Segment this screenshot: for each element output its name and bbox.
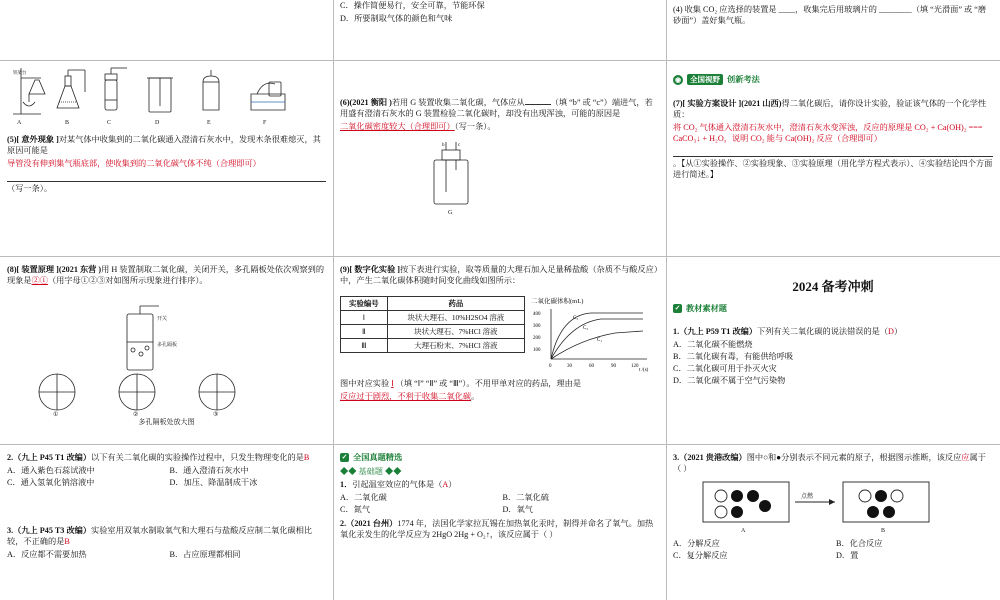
q7-answer: 将 CO₂ 气体通入澄清石灰水中，澄清石灰水变浑浊，反应的原理是 CO₂ + Ca(OH)₂ === CaCO₃↓ + H₂O，说明 CO₂ 能与 Ca(OH)₂ 反应（合理即可）: [673, 123, 983, 144]
svg-text:200: 200: [533, 336, 541, 341]
svg-text:C₃: C₃: [573, 316, 579, 321]
svg-text:C₁: C₁: [597, 338, 603, 343]
q2-text: 以下有关二氧化碳的实验操作过程中，只发生物理变化的是: [91, 453, 304, 462]
q9-after-2: （填 “Ⅰ” “Ⅱ” 或 “Ⅲ”）。不用甲单对应的药品，理由是: [395, 379, 582, 388]
q9-number: (9)[ 数字化实验 ]: [340, 265, 401, 274]
t1-option-d[interactable]: D．氧气: [502, 505, 533, 515]
svg-text:120: 120: [631, 364, 639, 369]
q9-after-tail: 。: [471, 392, 480, 402]
svg-text:90: 90: [611, 364, 616, 369]
svg-text:G: G: [448, 210, 453, 216]
svg-text:①: ①: [53, 412, 59, 418]
national-tag: 全国视野: [687, 74, 723, 85]
top-option-d[interactable]: D．所要制取气体的颜色和气味: [340, 14, 453, 24]
q3-text: 实验室用双氧水制取氧气和大理石与盐酸反应制二氧化碳相比较，不正确的是: [7, 526, 313, 547]
t2-number: 2.（2021 台州）: [340, 519, 398, 529]
question-8: [0, 264, 333, 288]
svg-text:A: A: [741, 528, 746, 535]
q5-number: (5)[ 意外现象 ]: [7, 135, 59, 144]
table-row: [341, 325, 525, 339]
q2-answer: B: [303, 453, 310, 462]
svg-text:多孔隔板: 多孔隔板: [157, 343, 178, 348]
question-6: [333, 96, 666, 134]
q7-tail: 。【从①实验操作、②实验现象、③实验原理（用化学方程式表示）、④实验结论四个方面进行简述。】: [673, 159, 993, 180]
svg-text:B: B: [881, 528, 886, 535]
m1-option-a[interactable]: A．二氧化碳不能燃烧: [673, 340, 753, 350]
section-title-true: 全国真题精选: [353, 453, 403, 462]
t2-text: 1774 年，法国化学家拉瓦锡在加热氧化汞时，制得并命名了氧气。加热氧化汞发生的化学反应为 2HgO 2Hg + O₂↑，该反应属于（ ）: [340, 519, 654, 540]
q9-answer-2: 反应过于剧烈，不利于收集二氧化碳: [340, 392, 472, 402]
national-true-questions: [333, 452, 666, 542]
prep-title-block: [666, 270, 1000, 317]
table-row: [341, 339, 525, 353]
q8-answer: ②①: [31, 276, 48, 286]
check-icon: ✓: [341, 453, 348, 461]
question-3-col1: [0, 525, 333, 561]
material-question-1: [666, 326, 1000, 387]
q5-tail: （写一条）。: [7, 184, 53, 194]
question-5: [0, 134, 333, 196]
svg-text:A: A: [17, 120, 22, 126]
question-4: [666, 4, 1000, 28]
q2-option-d[interactable]: D．加压、降温制成干冰: [169, 478, 258, 488]
q5-answer-line: [7, 171, 326, 182]
question-9-table-chart: [333, 296, 666, 373]
m1-text: 下列有关二氧化碳的说法错误的是（: [757, 327, 889, 336]
co2-volume-chart: [531, 296, 659, 373]
svg-text:c: c: [458, 143, 461, 148]
svg-text:C₂: C₂: [583, 326, 589, 331]
svg-text:②: ②: [133, 412, 139, 418]
svg-text:③: ③: [213, 412, 219, 418]
q3-option-b[interactable]: B．占应原理都相同: [169, 550, 241, 560]
q2-option-b[interactable]: B．通入澄清石灰水中: [169, 466, 249, 476]
q8-tail: （用字母①②③对如图所示现象进行排序）。: [47, 276, 208, 286]
m3-option-a[interactable]: A．分解反应: [673, 539, 720, 549]
q6-answer: 二氧化碳密度较大（合理即可）: [340, 122, 455, 132]
m1-option-b[interactable]: B．二氧化碳有毒，有能供给呼吸: [673, 352, 794, 362]
q6-tail: （写一条）。: [454, 122, 496, 132]
top-option-c[interactable]: C．操作简便易行，安全可靠，节能环保: [340, 1, 485, 10]
basic-tag: ◆◆ 基础题 ◆◆: [340, 467, 402, 476]
apparatus-figure-block: [0, 62, 333, 132]
cell-drug-3: 大理石粉末、7%HCl 溶液: [387, 339, 524, 353]
q8-figure-caption: 多孔隔板处放大图: [138, 418, 195, 426]
t1-option-c[interactable]: C．氮气: [340, 505, 371, 515]
q6-text: 若用 G 装置收集二氧化碳，气体应从: [391, 98, 525, 107]
m1-tail: ）: [893, 327, 903, 336]
experiment-table: [340, 296, 525, 353]
table-row: [341, 311, 525, 325]
eye-icon: ◉: [674, 75, 682, 84]
q2-number: 2.（九上 P45 T1 改编）: [7, 453, 92, 462]
t1-tail: ）: [448, 480, 457, 490]
cell-id-3: Ⅲ: [341, 339, 388, 353]
svg-text:400: 400: [533, 312, 541, 317]
q7-number: (7)[ 实验方案设计 ](2021 山西): [673, 99, 782, 108]
svg-text:C: C: [107, 120, 112, 126]
question-8-figure: [0, 300, 333, 429]
svg-text:0: 0: [549, 364, 552, 369]
q2-option-a[interactable]: A．通入紫色石蕊试液中: [7, 466, 95, 476]
m1-option-d[interactable]: D．二氧化碳不属于空气污染物: [673, 376, 786, 386]
q9-text: 按下表进行实验，取等质量的大理石加入足量稀盐酸（杂质不与酸反应）中，产生二氧化碳体积随时间变化曲线如图所示：: [340, 265, 658, 286]
svg-text:100: 100: [533, 348, 541, 353]
t1-answer: A: [442, 480, 449, 490]
cell-id-1: Ⅰ: [341, 311, 388, 325]
svg-text:D: D: [155, 120, 160, 126]
svg-text:F: F: [263, 120, 267, 126]
cell-id-2: Ⅱ: [341, 325, 388, 339]
prep-title: 2024 备考冲刺: [792, 279, 874, 294]
m3-option-d[interactable]: D．置: [836, 551, 859, 561]
q9-after-1: 图中对应实验: [340, 379, 390, 388]
q6-blank[interactable]: [525, 96, 551, 105]
question-9: [333, 264, 666, 288]
m1-option-c[interactable]: C．二氧化碳可用于扑灭火灾: [673, 364, 777, 374]
question-7: [666, 98, 1000, 182]
svg-text:30: 30: [567, 364, 572, 369]
chart-title: 二氧化碳体积(mL): [531, 298, 584, 305]
svg-text:开关: 开关: [157, 317, 168, 322]
q3-answer: B: [64, 537, 70, 547]
cell-drug-1: 块状大理石、10%H2SO4 溶液: [387, 311, 524, 325]
question-9-answer: [333, 378, 666, 404]
m3-number: 3.（2021 贵港改编）: [673, 453, 747, 462]
q4-text: (4) 收集 CO₂ 应选择的装置是 ____，收集完后用玻璃片的 ________（填 “光滑面” 或 “磨砂面”）盖好集气瓶。: [673, 5, 987, 26]
svg-text:60: 60: [589, 364, 594, 369]
svg-text:E: E: [207, 120, 211, 126]
svg-text:b: b: [442, 143, 445, 148]
m3-tail: 属于（ ）: [673, 453, 986, 474]
m3-option-c[interactable]: C．复分解反应: [673, 551, 728, 561]
material-title: 教材素材题: [686, 304, 727, 313]
t1-option-a[interactable]: A．二氧化碳: [340, 493, 387, 503]
question-2: [0, 452, 333, 489]
cell-drug-2: 块状大理石、7%HCl 溶液: [387, 325, 524, 339]
q7-text: 得二氧化碳后，请你设计实验，验证该气体的一个化学性质：: [673, 99, 987, 120]
table-header-0: 实验编号: [341, 297, 388, 311]
innovation-title: 创新考法: [727, 75, 760, 84]
q7-answer-line-1: [673, 146, 993, 157]
question-6-figure: [333, 140, 666, 218]
q9-answer-1: Ⅰ: [391, 379, 394, 388]
q5-answer: 导管没有伸到集气瓶底部，使收集到的二氧化碳气体不纯（合理即可）: [7, 159, 261, 169]
svg-text:铁架台: 铁架台: [13, 70, 27, 75]
national-view-header: [666, 74, 1000, 88]
svg-text:点燃: 点燃: [801, 494, 814, 501]
svg-text:300: 300: [533, 324, 541, 329]
q6-blankhint: （填 “b” 或 “c”）端进气，若用盛有澄清石灰水的 G 装置检验二氧化碳时，却没有出现浑浊，可能的原因是: [340, 98, 653, 119]
t1-text: 引起温室效应的气体是（: [352, 480, 443, 490]
svg-text:B: B: [65, 120, 70, 126]
material-question-3: [666, 452, 1000, 562]
q6-number: (6)(2021 衡阳 ): [340, 98, 392, 107]
q3-number: 3.（九上 P45 T3 改编）: [7, 526, 92, 535]
q2-option-c[interactable]: C．通入氢氧化钠溶液中: [7, 478, 95, 488]
m1-answer: D: [888, 327, 894, 336]
t1-number: 1．: [340, 480, 353, 490]
q3-option-a[interactable]: A．反应都不需要加热: [7, 550, 87, 560]
m3-text: 图中○和●分别表示不同元素的原子，根据图示推断，该反应: [746, 453, 962, 462]
q8-text: 用 H 装置制取二氧化碳，关闭开关，多孔隔板处依次观察到的现象是: [7, 265, 325, 286]
q8-number: (8)[ 装置原理 ](2021 东营 ): [7, 265, 102, 274]
m1-number: 1.（九上 P59 T1 改编）: [673, 327, 758, 336]
t1-option-b[interactable]: B．二氧化硫: [502, 493, 549, 503]
table-header-1: 药品: [387, 297, 524, 311]
check-icon: ✓: [674, 304, 681, 312]
m3-answer: 应: [961, 453, 970, 462]
svg-text:t /(s): t /(s): [639, 368, 649, 373]
m3-option-b[interactable]: B．化合反应: [836, 539, 883, 549]
top-options-col2: [333, 0, 666, 26]
q5-text: 对某气体中收集到的二氧化碳通入澄清石灰水中，发现木条很难熄灭，其原因可能是: [7, 135, 321, 156]
